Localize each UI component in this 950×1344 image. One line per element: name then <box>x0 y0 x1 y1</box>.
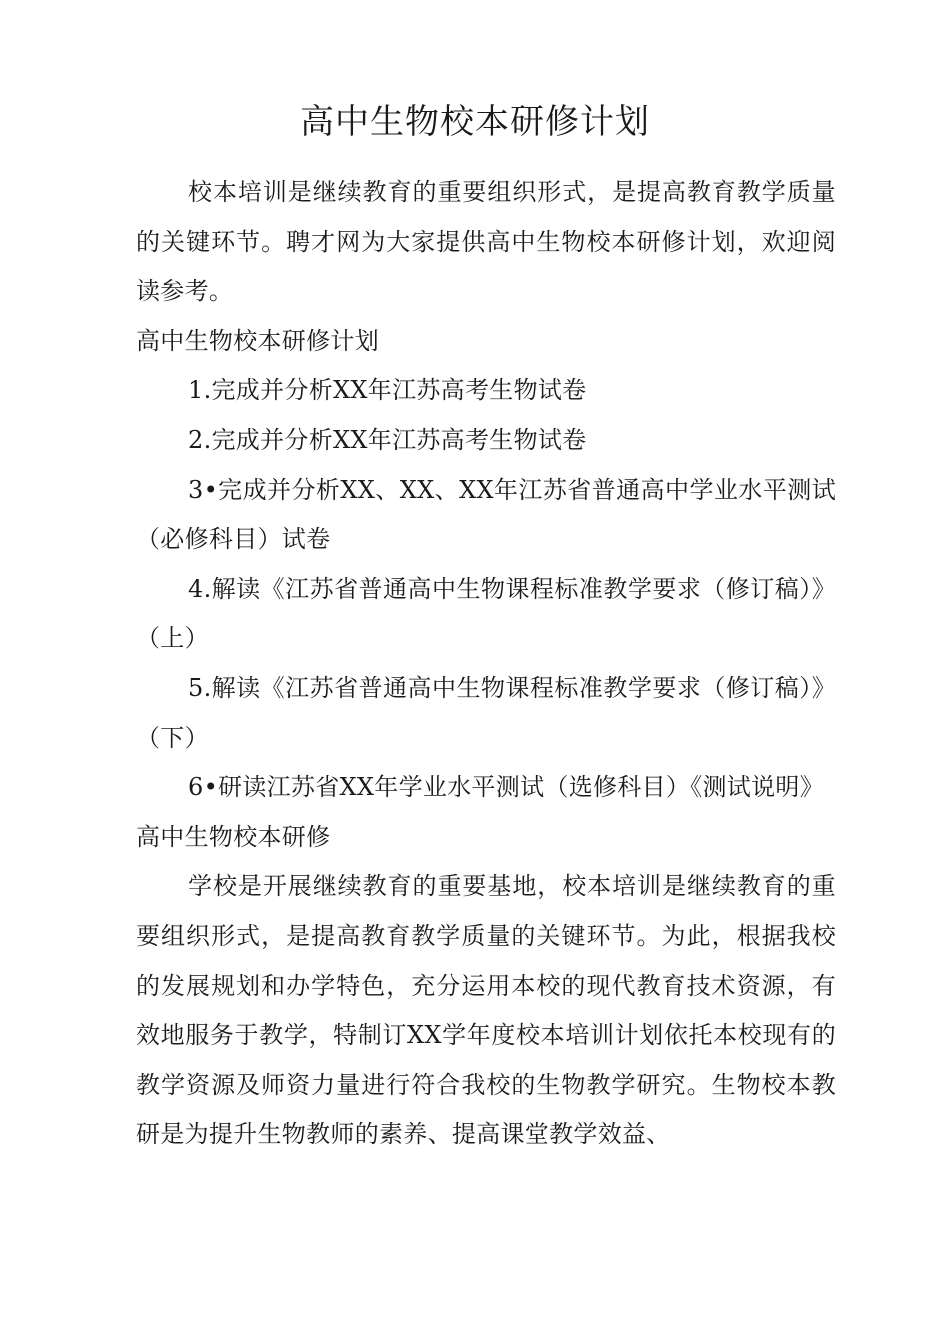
plan-item-2: 2.完成并分析XX年江苏高考生物试卷 <box>188 425 587 454</box>
research-paragraph: 学校是开展继续教育的重要基地，校本培训是继续教育的重要组织形式，是提高教育教学质量的关键环节。为此，根据我校的发展规划和办学特色，充分运用本校的现代教育技术资源，有效地服务于教学，特制订XX学年度校本培训计划依托本校现有的教学资源及师资力量进行符合我校的生物教学研究。生物校本教研是为提升生物教师的素养、提高课堂教学效益、 <box>136 872 836 1149</box>
document-title: 高中生物校本研修计划 <box>300 102 650 142</box>
plan-item-4: 4.解读《江苏省普通高中生物课程标准教学要求（修订稿）》（上） <box>136 574 836 653</box>
plan-item-6: 6•研读江苏省XX年学业水平测试（选修科目）《测试说明》 <box>188 773 824 802</box>
plan-item-1: 1.完成并分析XX年江苏高考生物试卷 <box>188 376 587 405</box>
plan-item-5: 5.解读《江苏省普通高中生物课程标准教学要求（修订稿）》（下） <box>136 673 836 752</box>
document-body <box>136 168 836 1160</box>
section-heading-plan: 高中生物校本研修计划 <box>136 326 379 355</box>
intro-paragraph: 校本培训是继续教育的重要组织形式，是提高教育教学质量的关键环节。聘才网为大家提供高中生物校本研修计划，欢迎阅读参考。 <box>136 178 836 306</box>
section-heading-research: 高中生物校本研修 <box>136 822 331 851</box>
plan-item-3: 3•完成并分析XX、XX、XX年江苏省普通高中学业水平测试（必修科目）试卷 <box>136 475 836 554</box>
